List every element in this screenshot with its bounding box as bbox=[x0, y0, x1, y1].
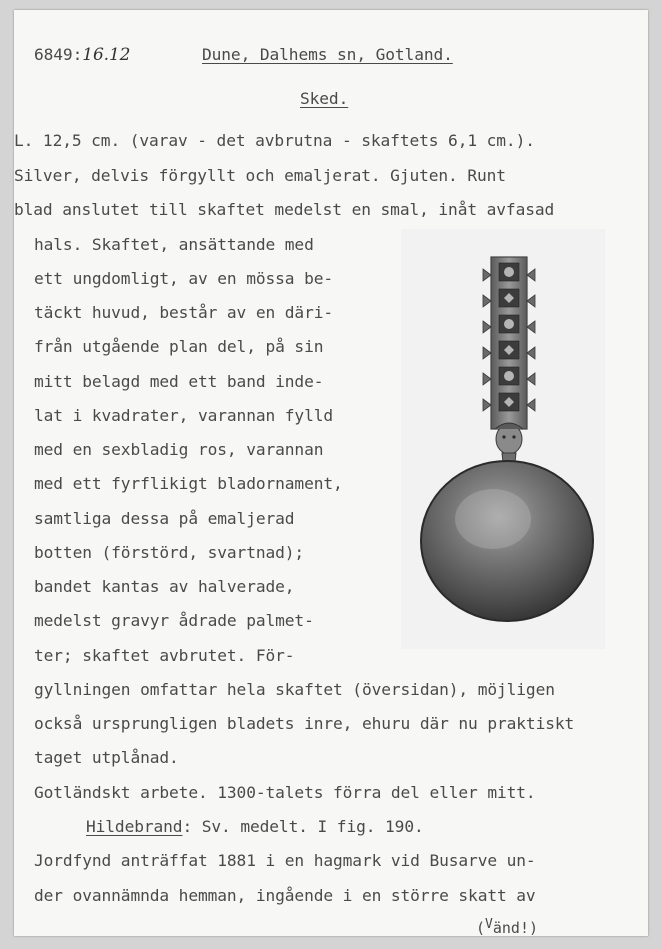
catalog-number bbox=[34, 45, 130, 65]
text-line-22: der ovannämnda hemman, ingående i en större skatt av bbox=[34, 886, 536, 905]
turn-over-note bbox=[476, 919, 538, 939]
text-line-6: täckt huvud, består av en däri- bbox=[34, 303, 334, 322]
turn-paren: ( bbox=[476, 919, 486, 937]
reference-line bbox=[86, 817, 424, 837]
spoon-photo bbox=[401, 229, 605, 649]
reference-author: Hildebrand bbox=[86, 817, 183, 836]
text-line-17: gyllningen omfattar hela skaftet (översidan), möjligen bbox=[34, 680, 555, 699]
text-line-15: medelst gravyr ådrade palmet- bbox=[34, 611, 314, 630]
text-line-10: med en sexbladig ros, varannan bbox=[34, 440, 324, 459]
text-line-18: också ursprungligen bladets inre, ehuru där nu praktiskt bbox=[34, 714, 575, 733]
text-line-12: samtliga dessa på emaljerad bbox=[34, 509, 295, 528]
text-line-1: L. 12,5 cm. (varav - det avbrutna - skaftets 6,1 cm.). bbox=[14, 131, 535, 150]
text-line-13: botten (förstörd, svartnad); bbox=[34, 543, 305, 562]
object-title: Sked. bbox=[300, 89, 349, 108]
text-line-9: lat i kvadrater, varannan fylld bbox=[34, 406, 334, 425]
text-line-8: mitt belagd med ett band inde- bbox=[34, 372, 324, 391]
turn-text: änd!) bbox=[492, 919, 539, 937]
text-line-20: Gotländskt arbete. 1300-talets förra del eller mitt. bbox=[34, 783, 536, 802]
turn-mark: V bbox=[485, 917, 493, 932]
find-place: Dune, Dalhems sn, Gotland. bbox=[202, 45, 453, 64]
catalog-number-text: 6849: bbox=[34, 45, 83, 64]
text-line-2: Silver, delvis förgyllt och emaljerat. Gjuten. Runt bbox=[14, 166, 506, 185]
text-line-16: ter; skaftet avbrutet. För- bbox=[34, 646, 295, 665]
text-line-3: blad anslutet till skaftet medelst en smal, inåt avfasad bbox=[14, 200, 555, 219]
text-line-7: från utgående plan del, på sin bbox=[34, 337, 324, 356]
text-line-5: ett ungdomligt, av en mössa be- bbox=[34, 269, 334, 288]
text-line-19: taget utplånad. bbox=[34, 748, 179, 767]
catalog-card bbox=[14, 10, 648, 936]
handwritten-annotation: 16.12 bbox=[82, 45, 131, 65]
text-line-11: med ett fyrflikigt bladornament, bbox=[34, 474, 343, 493]
text-line-14: bandet kantas av halverade, bbox=[34, 577, 295, 596]
reference-text: : Sv. medelt. I fig. 190. bbox=[182, 817, 424, 836]
text-line-4: hals. Skaftet, ansättande med bbox=[34, 235, 314, 254]
text-line-21: Jordfynd anträffat 1881 i en hagmark vid Busarve un- bbox=[34, 851, 536, 870]
spoon-icon bbox=[401, 229, 605, 649]
